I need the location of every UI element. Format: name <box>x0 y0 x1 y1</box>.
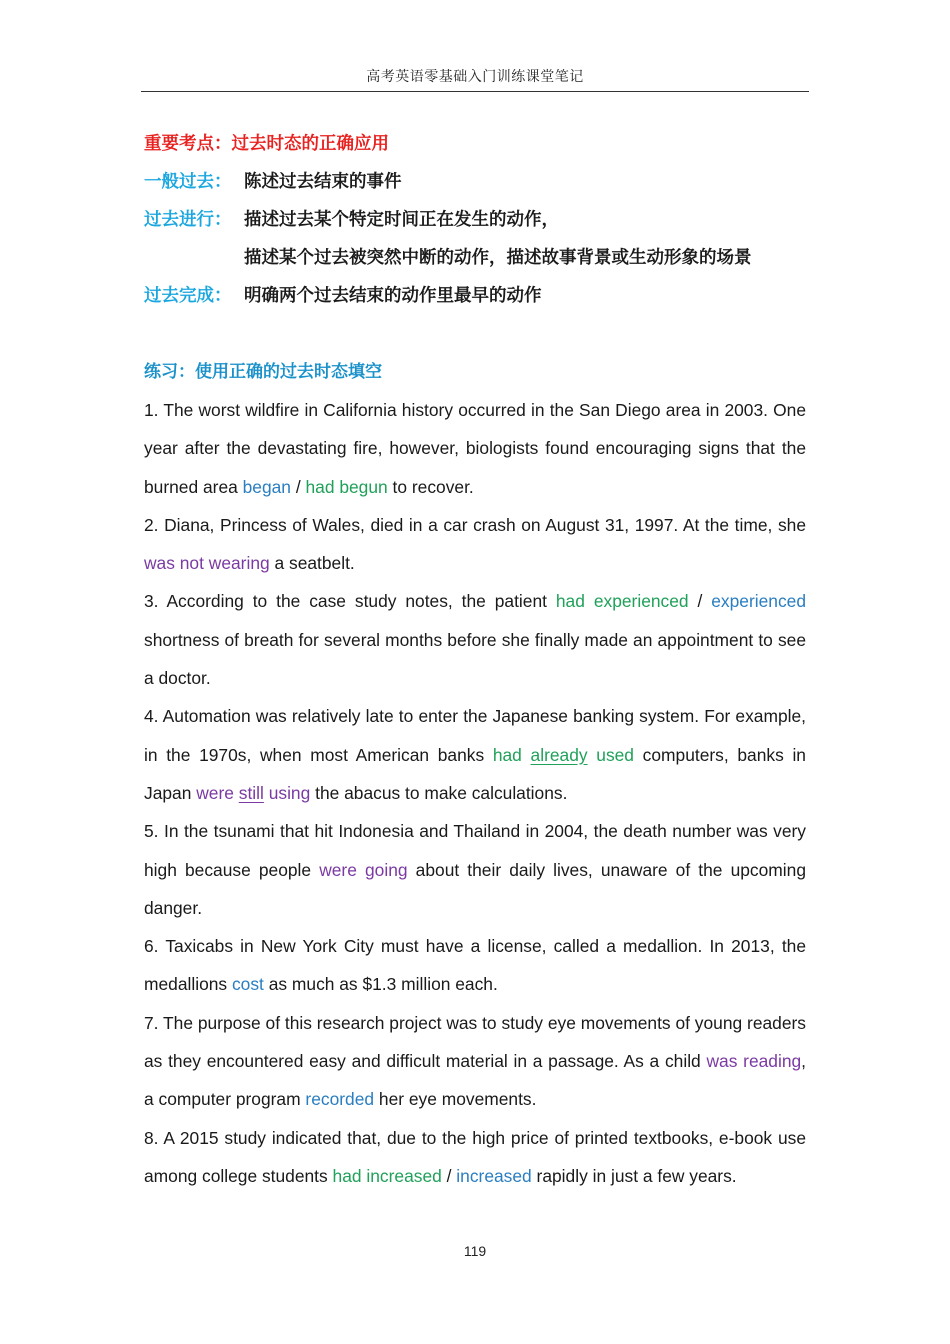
q2-answer-1: was not wearing <box>144 553 270 574</box>
q5-text-1: 5. In the tsunami that hit Indonesia and Thailand in 2004, the death number was very high because people <box>144 821 806 880</box>
question-7 <box>144 1004 806 1119</box>
q8-answer-1: had increased <box>332 1165 442 1186</box>
question-8 <box>144 1119 806 1196</box>
q4-answer-1c: used <box>587 744 634 765</box>
q7-text-3: her eye movements. <box>374 1089 537 1110</box>
q4-text-2: computers, banks in Japan <box>144 744 806 803</box>
q1-text-2: to recover. <box>387 476 474 497</box>
q4-answer-2c: using <box>263 782 311 803</box>
q8-answer-2: increased <box>456 1165 532 1186</box>
question-3 <box>144 582 806 697</box>
page-number: 119 <box>463 1243 487 1259</box>
q5-text-2: about their daily lives, unaware of the upcoming danger. <box>144 859 806 918</box>
exercise-title: 练习：使用正确的过去时态填空 <box>144 362 382 382</box>
q8-text-1: 8. A 2015 study indicated that, due to the high price of printed textbooks, e-book use among college students <box>144 1127 806 1186</box>
q4-answer-2b: still <box>238 782 264 803</box>
simple-past-text: 陈述过去结束的事件 <box>244 172 402 192</box>
question-6 <box>144 927 806 1004</box>
q3-separator: / <box>688 591 712 612</box>
q6-text-1: 6. Taxicabs in New York City must have a license, called a medallion. In 2013, the medallions <box>144 936 806 995</box>
past-perfect-text: 明确两个过去结束的动作里最早的动作 <box>244 286 542 306</box>
header-divider <box>141 91 809 92</box>
question-4 <box>144 697 806 812</box>
q5-answer-1: were going <box>319 859 408 880</box>
q1-answer-1: began <box>242 476 291 497</box>
key-points-title: 重要考点：过去时态的正确应用 <box>144 134 389 154</box>
simple-past-label: 一般过去： <box>144 172 232 192</box>
past-continuous-text-1: 描述过去某个特定时间正在发生的动作， <box>244 210 559 230</box>
question-2 <box>144 506 806 583</box>
q3-text-1: 3. According to the case study notes, the patient <box>144 591 556 612</box>
q6-answer-1: cost <box>231 974 264 995</box>
q6-text-2: as much as $1.3 million each. <box>263 974 498 995</box>
past-continuous-row-2 <box>144 239 806 277</box>
question-1 <box>144 391 806 506</box>
q7-text-2: , a computer program <box>144 1051 807 1110</box>
q8-text-2: rapidly in just a few years. <box>531 1165 737 1186</box>
past-perfect-label: 过去完成： <box>144 286 232 306</box>
q3-text-2: shortness of breath for several months before she finally made an appointment to see a doctor. <box>144 629 806 689</box>
q7-answer-2: recorded <box>305 1089 375 1110</box>
q2-text-2: a seatbelt. <box>269 553 355 574</box>
q1-text-1: 1. The worst wildfire in California history occurred in the San Diego area in 2003. One year after the devastating fire, however, biologists found encouraging signs that the burned area <box>144 400 806 497</box>
page-header-title: 高考英语零基础入门训练课堂笔记 <box>366 69 584 85</box>
q4-text-3: the abacus to make calculations. <box>310 782 568 803</box>
q4-answer-1a: had <box>492 744 531 765</box>
q1-separator: / <box>290 476 306 497</box>
q7-answer-1: was reading <box>706 1051 802 1072</box>
q4-text-1: 4. Automation was relatively late to enter the Japanese banking system. For example, in the 1970s, when most American banks <box>144 706 806 765</box>
q8-separator: / <box>441 1165 457 1186</box>
q1-answer-2: had begun <box>305 476 388 497</box>
q4-answer-2a: were <box>196 782 239 803</box>
simple-past-row <box>144 163 806 201</box>
q7-text-1: 7. The purpose of this research project was to study eye movements of young readers as they encountered easy and difficult material in a passage. As a child <box>144 1012 806 1072</box>
question-5 <box>144 812 806 927</box>
q3-answer-1: had experienced <box>555 591 689 612</box>
past-continuous-row <box>144 201 806 239</box>
q2-text-1: 2. Diana, Princess of Wales, died in a car crash on August 31, 1997. At the time, she <box>144 514 806 535</box>
past-perfect-row <box>144 277 806 315</box>
q3-answer-2: experienced <box>711 591 806 612</box>
past-continuous-text-2: 描述某个过去被突然中断的动作，描述故事背景或生动形象的场景 <box>244 248 752 268</box>
q4-answer-1b: already <box>530 744 588 765</box>
past-continuous-label: 过去进行： <box>144 210 232 230</box>
page-content <box>144 125 806 1195</box>
